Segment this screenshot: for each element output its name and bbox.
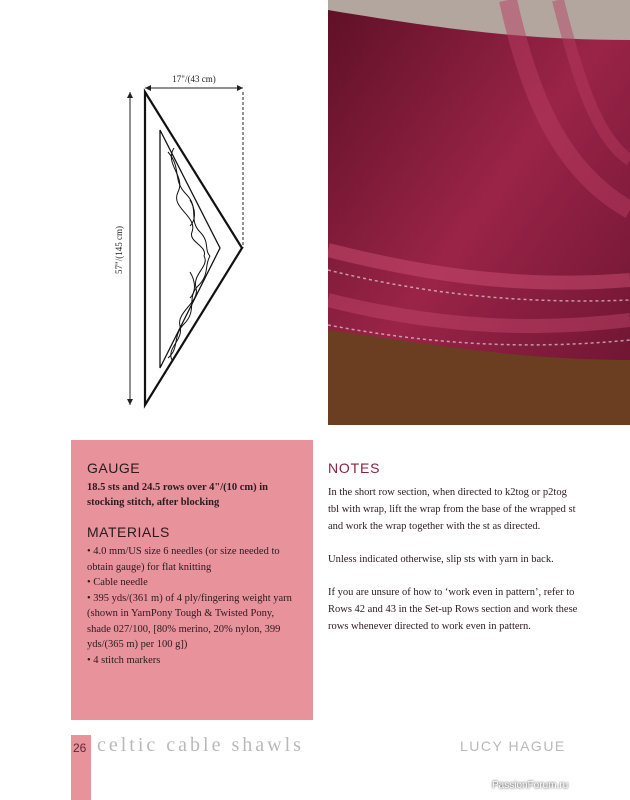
schematic-drawing xyxy=(100,60,300,420)
list-item: • 395 yds/(361 m) of 4 ply/fingering weight yarn (shown in YarnPony Tough & Twisted Pony, shade 027/100, [80% merino, 20% nylon, 399 yds/(365 m) per 100 g]) xyxy=(87,592,292,650)
gauge-heading: GAUGE xyxy=(87,460,141,476)
notes-section xyxy=(328,460,578,651)
list-item: • 4.0 mm/US size 6 needles (or size needed to obtain gauge) for flat knitting xyxy=(87,546,280,573)
page-number-block xyxy=(71,735,91,800)
book-title: celtic cable shawls xyxy=(97,734,304,756)
notes-paragraph: Unless indicated otherwise, slip sts with yarn in back. xyxy=(328,554,554,565)
watermark: PassionForum.ru xyxy=(492,780,569,791)
notes-paragraph: In the short row section, when directed to k2tog or p2tog tbl with wrap, lift the wrap from the base of the wrapped st and work the wrap together with the st as directed. xyxy=(328,487,576,532)
list-item: • Cable needle xyxy=(87,577,148,588)
materials-heading: MATERIALS xyxy=(87,524,170,540)
info-box xyxy=(71,440,313,720)
shawl-schematic xyxy=(100,60,300,420)
shawl-photo xyxy=(328,0,630,425)
cable-motif xyxy=(168,148,210,360)
height-label: 57"/(145 cm) xyxy=(114,226,124,274)
list-item: • 4 stitch markers xyxy=(87,654,161,666)
gauge-text: 18.5 sts and 24.5 rows over 4"/(10 cm) in stocking stitch, after blocking xyxy=(87,482,269,508)
author-name: LUCY HAGUE xyxy=(460,738,566,754)
notes-paragraph: If you are unsure of how to ‘work even in pattern’, refer to Rows 42 and 43 in the Set-up Rows section and work these rows whenever directed to work even in pattern. xyxy=(328,587,578,632)
shawl-photo-art xyxy=(328,0,630,425)
notes-heading: NOTES xyxy=(328,460,381,476)
materials-list xyxy=(87,544,297,668)
page-number: 26 xyxy=(73,741,87,755)
width-label: 17"/(43 cm) xyxy=(172,74,216,84)
